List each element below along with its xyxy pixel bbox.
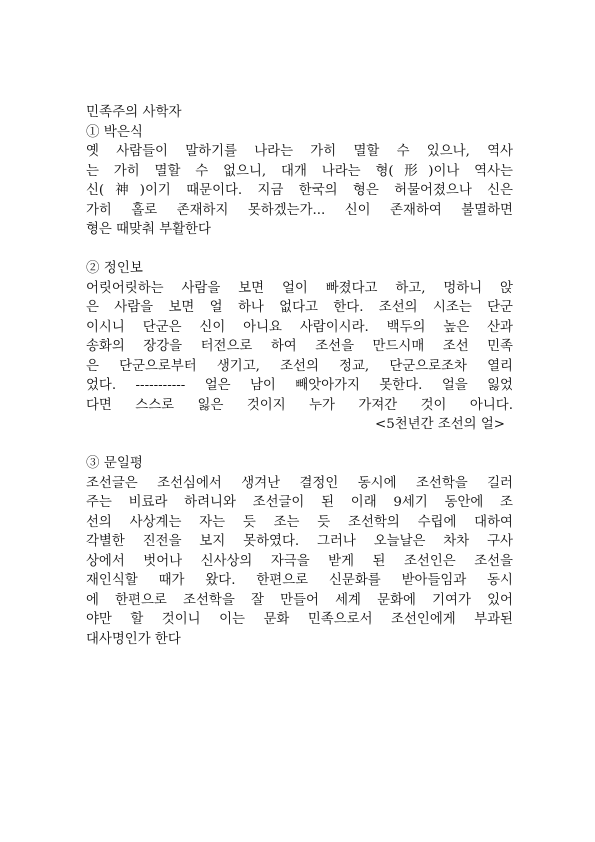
document-title: 민족주의 사학자 (86, 104, 182, 120)
text-line: 은 사람을 보면 얼 하나 없다고 한다. 조선의 시조는 단군 (86, 300, 513, 315)
text-line: 었다. ----------- 얼은 남이 빼앗아가지 못한다. 얼을 잃었 (86, 378, 513, 393)
section-mun-ilpyeong (86, 454, 513, 649)
text-line: 상에서 벗어나 신사상의 자극을 받게 된 조선인은 조선을 (86, 553, 513, 569)
text-line: 각별한 진전을 보지 못하였다. 그러나 오늘날은 차차 구사 (86, 534, 513, 549)
paragraph-spacer (86, 435, 513, 455)
text-line: 은 단군으로부터 생기고, 조선의 정교, 단군으로조차 열리 (86, 358, 513, 374)
text-line: 는 가히 멸할 수 없으니, 대개 나라는 형(形)이나 역사는 (86, 163, 513, 179)
paragraph-spacer (86, 240, 513, 260)
text-line: 이시니 단군은 신이 아니요 사람이시라. 백두의 높은 산과 (86, 319, 513, 335)
section-heading: ① 박은식 (86, 123, 143, 140)
text-line: 다면 스스로 잃은 것이지 누가 가져간 것이 아니다. (86, 397, 513, 413)
text-line: 대사명인가 한다 (86, 631, 181, 647)
text-line: 재인식할 때가 왔다. 한편으로 신문화를 받아들임과 동시 (86, 573, 513, 588)
text-line: 옛 사람들이 말하기를 나라는 가히 멸할 수 있으나, 역사 (86, 144, 513, 159)
text-line: 에 한편으로 조선학을 잘 만들어 세계 문화에 기여가 있어 (86, 592, 513, 608)
section-heading: ② 정인보 (86, 260, 143, 276)
text-line: 조선글은 조선심에서 생겨난 결정인 동시에 조선학을 길러 (86, 475, 513, 491)
text-line: 선의 사상계는 자는 듯 조는 듯 조선학의 수립에 대하여 (86, 514, 513, 530)
source-citation: <5천년간 조선의 얼> (374, 417, 505, 432)
text-line: 신(神)이기 때문이다. 지금 한국의 형은 허물어졌으나 신은 (86, 183, 513, 198)
section-jeong-inbo (86, 259, 513, 435)
text-line: 어릿어릿하는 사람을 보면 얼이 빠졌다고 하고, 멍하니 앉 (86, 280, 513, 296)
section-park-eunsik (86, 123, 513, 240)
section-heading: ③ 문일평 (86, 455, 143, 471)
text-line: 송화의 장강을 터전으로 하여 조선을 만드시매 조선 민족 (86, 339, 513, 354)
document-body (86, 103, 513, 649)
text-line: 주는 비료라 하려니와 조선글이 된 이래 9세기 동안에 조 (86, 495, 513, 510)
text-line: 형은 때맞춰 부활한다 (86, 222, 211, 237)
text-line: 가히 홀로 존재하지 못하겠는가... 신이 존재하여 불멸하면 (86, 202, 513, 218)
text-line: 야만 할 것이니 이는 문화 민족으로서 조선인에게 부과된 (86, 612, 513, 627)
